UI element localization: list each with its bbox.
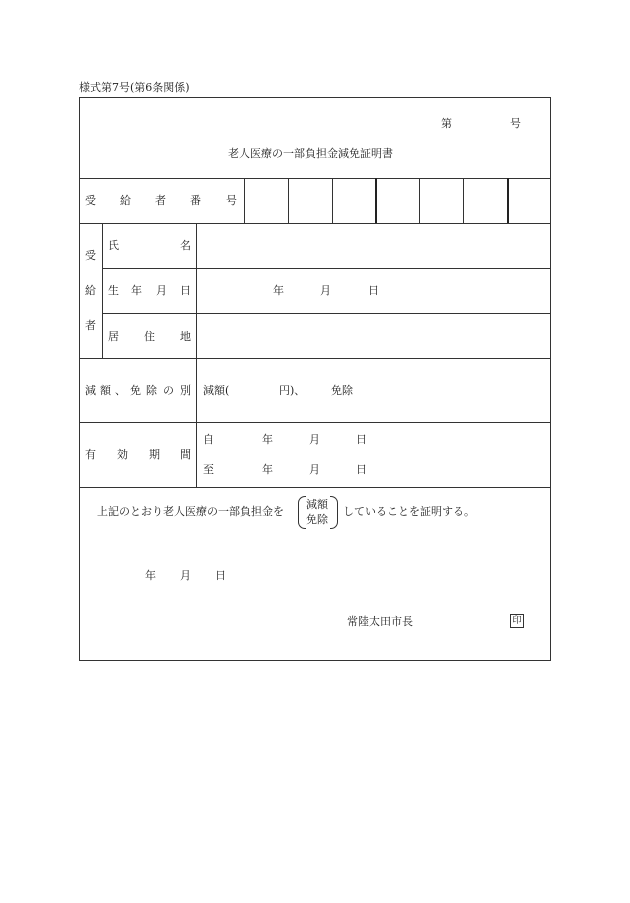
number-box-divider-3 [332, 178, 333, 223]
reduction-label: 額 [100, 384, 111, 397]
recipient-number-label: 番 [190, 194, 201, 207]
reduction-label: 免 [130, 384, 141, 397]
certification-text-after: していることを証明する。 [343, 505, 475, 518]
certification-day-unit: 日 [215, 569, 226, 582]
option-bracket-right [330, 496, 338, 529]
recipient-number-label: 者 [155, 194, 166, 207]
rule-below-reduction [79, 422, 551, 423]
number-box-divider-7 [507, 178, 509, 223]
address-label: 住 [144, 330, 155, 343]
validity-from-year: 年 [262, 433, 273, 446]
number-box-divider-4 [375, 178, 377, 223]
certification-year-unit: 年 [145, 569, 156, 582]
recipient-number-label: 号 [226, 194, 237, 207]
reduction-label: 、 [115, 384, 126, 397]
recipient-group-label: 給 [85, 284, 96, 297]
rule-below-validity [79, 487, 551, 488]
reduction-label: の [163, 384, 174, 397]
exemption-option: 免除 [331, 384, 353, 397]
reduced-amount-suffix: 円)、 [279, 384, 306, 397]
reduction-label: 別 [180, 384, 191, 397]
option-bracket-left [298, 496, 306, 529]
label-value-divider [196, 223, 197, 487]
number-box-divider-2 [288, 178, 289, 223]
number-box-divider-5 [419, 178, 420, 223]
rule-below-number [79, 223, 551, 224]
number-dai: 第 [441, 117, 452, 130]
number-box-divider-1 [244, 178, 245, 223]
validity-to-label: 至 [203, 463, 214, 476]
number-go: 号 [510, 117, 521, 130]
certification-text-before: 上記のとおり老人医療の一部負担金を [97, 505, 284, 518]
reduced-amount-prefix: 減額( [203, 384, 230, 397]
birthdate-label: 月 [156, 284, 167, 297]
validity-to-day: 日 [356, 463, 367, 476]
recipient-group-label: 受 [85, 249, 96, 262]
recipient-group-label: 者 [85, 319, 96, 332]
validity-label: 期 [149, 448, 160, 461]
validity-from-day: 日 [356, 433, 367, 446]
validity-to-year: 年 [262, 463, 273, 476]
name-label: 氏 [108, 239, 119, 252]
certification-option-reduction: 減額 [306, 498, 328, 511]
reduction-label: 除 [146, 384, 157, 397]
rule-below-address [79, 358, 551, 359]
validity-label: 効 [117, 448, 128, 461]
form-id: 様式第7号(第6条関係) [79, 81, 190, 94]
birthdate-label: 年 [131, 284, 142, 297]
birthdate-label: 日 [180, 284, 191, 297]
birthdate-label: 生 [108, 284, 119, 297]
seal-mark: 印 [510, 614, 524, 628]
recipient-number-label: 受 [85, 194, 96, 207]
form-title: 老人医療の一部負担金減免証明書 [228, 147, 393, 160]
recipient-number-label: 給 [120, 194, 131, 207]
birthdate-year-unit: 年 [273, 284, 284, 297]
validity-label: 間 [180, 448, 191, 461]
issuer-name: 常陸太田市長 [347, 615, 413, 628]
rule-below-name [102, 268, 551, 269]
validity-to-month: 月 [309, 463, 320, 476]
birthdate-day-unit: 日 [368, 284, 379, 297]
number-box-divider-6 [463, 178, 464, 223]
rule-below-birthdate [102, 313, 551, 314]
certification-option-exemption: 免除 [306, 513, 328, 526]
recipient-group-divider [102, 223, 103, 358]
name-label: 名 [180, 239, 191, 252]
address-label: 居 [108, 330, 119, 343]
validity-from-month: 月 [309, 433, 320, 446]
rule-below-title [79, 178, 551, 179]
birthdate-month-unit: 月 [320, 284, 331, 297]
reduction-label: 減 [85, 384, 96, 397]
address-label: 地 [180, 330, 191, 343]
validity-label: 有 [85, 448, 96, 461]
validity-from-label: 自 [203, 433, 214, 446]
certification-month-unit: 月 [180, 569, 191, 582]
